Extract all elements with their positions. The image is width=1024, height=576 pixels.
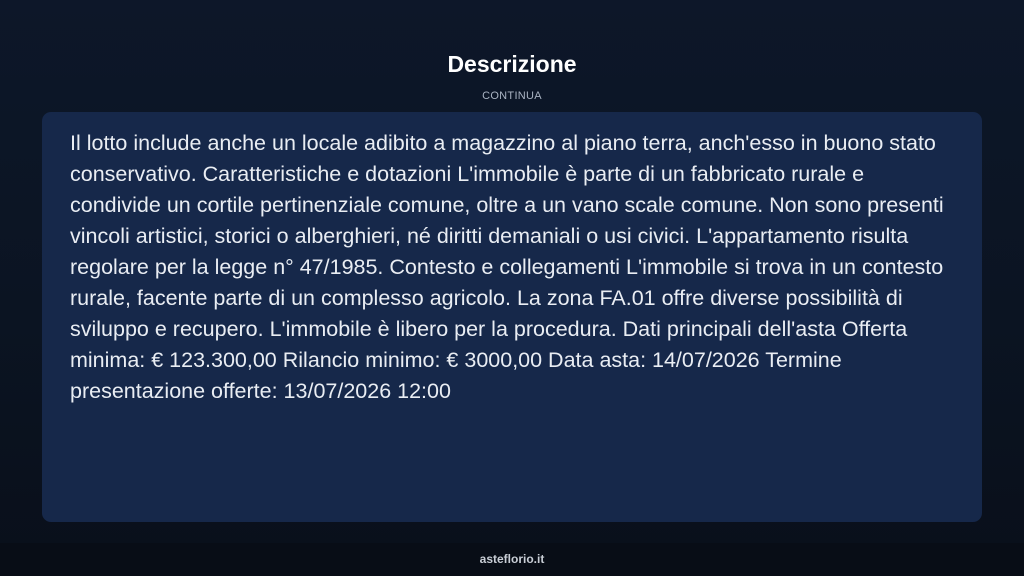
- site-name: asteflorio.it: [479, 552, 545, 566]
- footer-bar: [0, 543, 1024, 576]
- page-title: Descrizione: [447, 51, 577, 77]
- description-card: [42, 112, 982, 522]
- description-text: Il lotto include anche un locale adibito a magazzino al piano terra, anch'esso in buono stato conservativo. Caratteristiche e dotazioni L'immobile è parte di un fabbricato rurale e condivide un cortile pertinenziale comune, oltre a un vano scale comune. Non sono presenti vincoli artistici, storici o alberghieri, né diritti demaniali o usi civici. L'appartamento risulta regolare per la legge n° 47/1985. Contesto e collegamenti L'immobile si trova in un contesto rurale, facente parte di un complesso agricolo. La zona FA.01 offre diverse possibilità di sviluppo e recupero. L'immobile è libero per la procedura. Dati principali dell'asta Offerta minima: € 123.300,00 Rilancio minimo: € 3000,00 Data asta: 14/07/2026 Termine presentazione offerte: 13/07/2026 12:00: [70, 131, 944, 403]
- continue-label: CONTINUA: [482, 90, 542, 102]
